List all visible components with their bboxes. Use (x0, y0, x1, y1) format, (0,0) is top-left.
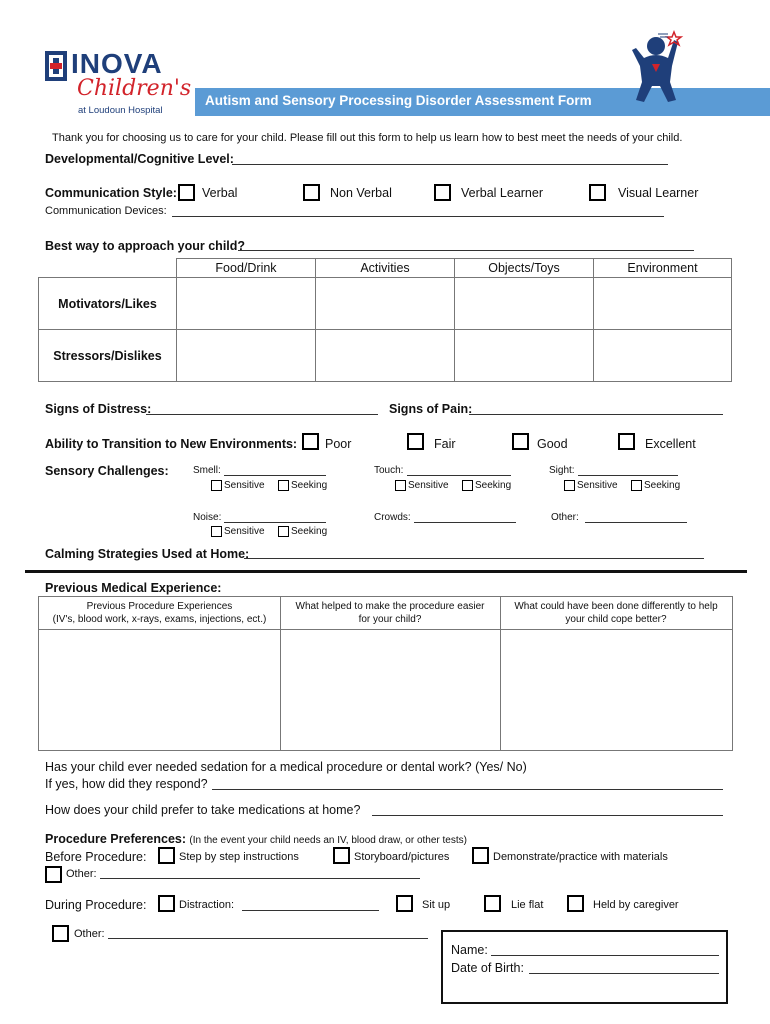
section-divider (25, 570, 747, 573)
sit-up-checkbox[interactable] (396, 895, 413, 912)
row-stressors: Stressors/Dislikes (39, 330, 177, 382)
fair-checkbox[interactable] (407, 433, 424, 450)
child-figure-icon (628, 30, 684, 106)
verbal-checkbox[interactable] (178, 184, 195, 201)
good-label: Good (537, 437, 568, 451)
smell-label: Smell: (193, 465, 221, 476)
non-verbal-label: Non Verbal (330, 186, 392, 200)
meds-label: How does your child prefer to take medications at home? (45, 803, 361, 817)
table-cell[interactable] (316, 330, 455, 382)
medical-col2-header (280, 600, 500, 626)
devices-label: Communication Devices: (45, 205, 167, 217)
distress-label: Signs of Distress: (45, 402, 152, 416)
smell-sensitive-label: Sensitive (224, 480, 265, 491)
table-cell[interactable] (316, 278, 455, 330)
touch-sensitive-label: Sensitive (408, 480, 449, 491)
page-title: Autism and Sensory Processing Disorder Assessment Form (205, 93, 592, 108)
table-corner (39, 259, 177, 278)
before-other-checkbox[interactable] (45, 866, 62, 883)
header-food-drink: Food/Drink (177, 259, 316, 278)
medical-cell-helped[interactable] (281, 630, 500, 750)
good-checkbox[interactable] (512, 433, 529, 450)
during-other-checkbox[interactable] (52, 925, 69, 942)
medical-cell-procedures[interactable] (39, 630, 280, 750)
verbal-learner-label: Verbal Learner (461, 186, 544, 200)
header-objects-toys: Objects/Toys (455, 259, 594, 278)
table-cell[interactable] (455, 278, 594, 330)
other-sensory-label: Other: (551, 512, 579, 523)
approach-field[interactable] (238, 250, 694, 251)
distraction-checkbox[interactable] (158, 895, 175, 912)
logo (44, 48, 194, 120)
before-label: Before Procedure: (45, 850, 147, 864)
dob-field[interactable] (529, 973, 719, 974)
touch-seeking-checkbox[interactable] (462, 480, 473, 491)
smell-field[interactable] (224, 475, 326, 476)
during-other-label: Other: (74, 928, 105, 940)
developmental-field[interactable] (232, 164, 668, 165)
during-other-field[interactable] (108, 938, 428, 939)
table-cell[interactable] (594, 330, 732, 382)
procedure-heading (45, 832, 467, 846)
crowds-label: Crowds: (374, 512, 411, 523)
crowds-field[interactable] (414, 522, 516, 523)
distraction-label: Distraction: (179, 899, 235, 911)
table-cell[interactable] (177, 330, 316, 382)
fair-label: Fair (434, 437, 456, 451)
procedure-label: Procedure Preferences: (45, 832, 187, 846)
before-other-label: Other: (66, 868, 97, 880)
touch-field[interactable] (407, 475, 511, 476)
medical-col3-header (500, 600, 732, 626)
excellent-label: Excellent (645, 437, 696, 451)
logo-sub: Children's (77, 76, 192, 101)
medical-table (38, 596, 733, 751)
patient-id-box (441, 930, 728, 1004)
distress-field[interactable] (146, 414, 378, 415)
poor-checkbox[interactable] (302, 433, 319, 450)
medical-col3-line2: your child cope better? (565, 614, 667, 625)
sit-up-label: Sit up (422, 899, 451, 911)
smell-sensitive-checkbox[interactable] (211, 480, 222, 491)
lie-flat-checkbox[interactable] (484, 895, 501, 912)
sedation-question: Has your child ever needed sedation for a medical procedure or dental work? (Yes/ No) (45, 760, 527, 774)
touch-seeking-label: Seeking (475, 480, 512, 491)
meds-field[interactable] (372, 815, 723, 816)
medical-col2-line2: for your child? (358, 614, 422, 625)
distraction-field[interactable] (242, 910, 379, 911)
lie-flat-label: Lie flat (511, 899, 544, 911)
medical-heading: Previous Medical Experience: (45, 581, 222, 595)
medical-col1-line2: (IV's, blood work, x-rays, exams, injections, ect.) (52, 614, 267, 625)
devices-field[interactable] (172, 216, 664, 217)
noise-sensitive-checkbox[interactable] (211, 526, 222, 537)
demonstrate-checkbox[interactable] (472, 847, 489, 864)
demonstrate-label: Demonstrate/practice with materials (493, 851, 668, 863)
transition-label: Ability to Transition to New Environments: (45, 437, 298, 451)
communication-label: Communication Style: (45, 186, 177, 200)
sensory-label: Sensory Challenges: (45, 464, 169, 478)
sight-sensitive-checkbox[interactable] (564, 480, 575, 491)
visual-learner-label: Visual Learner (618, 186, 699, 200)
sight-seeking-checkbox[interactable] (631, 480, 642, 491)
poor-label: Poor (325, 437, 352, 451)
touch-sensitive-checkbox[interactable] (395, 480, 406, 491)
excellent-checkbox[interactable] (618, 433, 635, 450)
table-cell[interactable] (455, 330, 594, 382)
verbal-learner-checkbox[interactable] (434, 184, 451, 201)
dob-label: Date of Birth: (451, 961, 524, 975)
sight-field[interactable] (578, 475, 678, 476)
calming-field[interactable] (244, 558, 704, 559)
noise-seeking-checkbox[interactable] (278, 526, 289, 537)
before-other-field[interactable] (100, 878, 420, 879)
held-by-caregiver-checkbox[interactable] (567, 895, 584, 912)
name-field[interactable] (491, 955, 719, 956)
respond-field[interactable] (212, 789, 723, 790)
pain-label: Signs of Pain: (389, 402, 473, 416)
calming-label: Calming Strategies Used at Home: (45, 547, 250, 561)
procedure-note: (In the event your child needs an IV, blood draw, or other tests) (189, 835, 467, 846)
table-cell[interactable] (594, 278, 732, 330)
pain-field[interactable] (469, 414, 723, 415)
approach-label: Best way to approach your child? (45, 239, 246, 253)
header-environment: Environment (594, 259, 732, 278)
inova-mark-icon (44, 50, 68, 82)
step-by-step-checkbox[interactable] (158, 847, 175, 864)
medical-cell-differently[interactable] (501, 630, 732, 750)
sight-label: Sight: (549, 465, 575, 476)
non-verbal-checkbox[interactable] (303, 184, 320, 201)
noise-sensitive-label: Sensitive (224, 526, 265, 537)
storyboard-checkbox[interactable] (333, 847, 350, 864)
noise-field[interactable] (224, 522, 326, 523)
medical-col1-line1: Previous Procedure Experiences (86, 601, 233, 612)
smell-seeking-label: Seeking (291, 480, 328, 491)
logo-brand: INOVA (71, 48, 163, 79)
verbal-label: Verbal (202, 186, 238, 200)
medical-col2-line1: What helped to make the procedure easier (295, 601, 485, 612)
logo-site: at Loudoun Hospital (78, 105, 163, 116)
step-by-step-label: Step by step instructions (179, 851, 299, 863)
medical-col3-line1: What could have been done differently to help (514, 601, 718, 612)
touch-label: Touch: (374, 465, 404, 476)
header-activities: Activities (316, 259, 455, 278)
smell-seeking-checkbox[interactable] (278, 480, 289, 491)
noise-label: Noise: (193, 512, 222, 523)
respond-label: If yes, how did they respond? (45, 777, 208, 791)
visual-learner-checkbox[interactable] (589, 184, 606, 201)
row-motivators: Motivators/Likes (39, 278, 177, 330)
other-sensory-field[interactable] (585, 522, 687, 523)
medical-col1-header (39, 600, 280, 626)
noise-seeking-label: Seeking (291, 526, 328, 537)
during-label: During Procedure: (45, 898, 147, 912)
sight-sensitive-label: Sensitive (577, 480, 618, 491)
held-by-caregiver-label: Held by caregiver (593, 899, 679, 911)
storyboard-label: Storyboard/pictures (354, 851, 450, 863)
table-cell[interactable] (177, 278, 316, 330)
developmental-label: Developmental/Cognitive Level: (45, 152, 234, 166)
sight-seeking-label: Seeking (644, 480, 681, 491)
preferences-table (38, 258, 732, 382)
intro-text: Thank you for choosing us to care for your child. Please fill out this form to help us learn how to best meet the needs of your child. (52, 132, 683, 144)
name-label: Name: (451, 943, 488, 957)
